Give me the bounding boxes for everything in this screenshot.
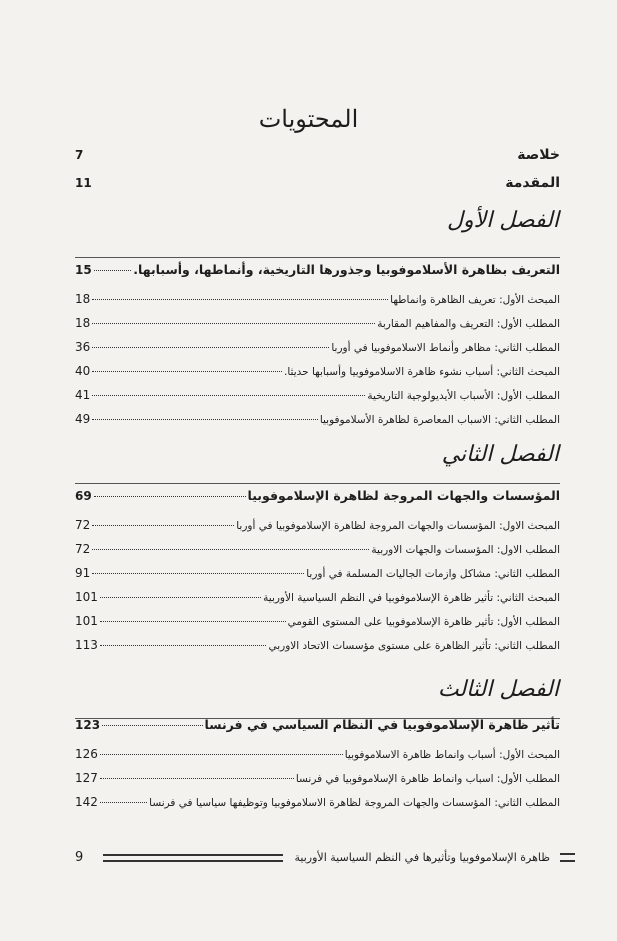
leader-dots bbox=[94, 496, 246, 497]
entry-label: خلاصة bbox=[517, 147, 560, 163]
entry-page: 72 bbox=[75, 542, 91, 556]
divider bbox=[75, 257, 560, 258]
toc-entry bbox=[75, 340, 560, 356]
leader-dots bbox=[92, 525, 234, 526]
entry-label: المقدمة bbox=[505, 175, 560, 191]
running-title: ظاهرة الإسلاموفوبيا وتأثيرها في النظم السياسية الأوربية bbox=[294, 851, 550, 864]
entry-label: المطلب الأول: الأسباب الأيديولوجية التاريخية bbox=[367, 390, 560, 402]
entry-label: المطلب الأول: اسباب وانماط ظاهرة الإسلاموفوبيا في فرنسا bbox=[295, 773, 560, 785]
entry-page: 18 bbox=[75, 316, 91, 330]
divider bbox=[75, 483, 560, 484]
entry-page: 126 bbox=[75, 747, 98, 761]
entry-label: المبحث الأول: تعريف الظاهرة وانماطها bbox=[390, 294, 560, 306]
entry-label: المطلب الأول: التعريف والمفاهيم المقاربة bbox=[377, 318, 560, 330]
leader-dots bbox=[100, 754, 343, 755]
entry-page: 18 bbox=[75, 292, 91, 306]
entry-label: المطلب الثاني: الاسباب المعاصرة لظاهرة الأسلاموفوبيا bbox=[319, 414, 560, 426]
leader-dots bbox=[100, 621, 286, 622]
entry-page: 15 bbox=[75, 263, 92, 277]
toc-entry bbox=[75, 147, 560, 163]
entry-label: المطلب الاول: المؤسسات والجهات الاوربية bbox=[371, 544, 560, 556]
entry-page: 41 bbox=[75, 388, 91, 402]
entry-page: 36 bbox=[75, 340, 91, 354]
leader-dots bbox=[100, 778, 294, 779]
toc-entry bbox=[75, 175, 560, 191]
toc-entry bbox=[75, 388, 560, 404]
chapter-title-entry bbox=[75, 717, 560, 733]
entry-label: المبحث الثاني: تأثير ظاهرة الإسلاموفوبيا في النظم السياسية الأوربية bbox=[263, 592, 560, 604]
entry-page: 72 bbox=[75, 518, 91, 532]
toc-entry bbox=[75, 747, 560, 763]
toc-entry bbox=[75, 795, 560, 811]
entry-label: المطلب الثاني: تأثير الظاهرة على مستوى مؤسسات الاتحاد الاوربي bbox=[268, 640, 560, 652]
chapter-heading: الفصل الثاني bbox=[441, 442, 559, 467]
chapter-heading: الفصل الأول bbox=[447, 208, 559, 233]
chapter-title-entry bbox=[75, 488, 560, 504]
entry-label: المطلب الثاني: مظاهر وأنماط الاسلاموفوبيا في أوربا bbox=[331, 342, 560, 354]
entry-page: 69 bbox=[75, 489, 92, 503]
entry-page: 127 bbox=[75, 771, 98, 785]
entry-label: المبحث الثاني: أسباب نشوء ظاهرة الاسلاموفوبيا وأسبابها حديثا. bbox=[283, 366, 560, 378]
entry-label: المطلب الأول: تأثير ظاهرة الإسلاموفوبيا على المستوى القومي bbox=[287, 616, 560, 628]
entry-page: 101 bbox=[75, 590, 98, 604]
leader-dots bbox=[92, 573, 304, 574]
leader-dots bbox=[102, 725, 202, 726]
page-title: المحتويات bbox=[258, 105, 359, 133]
leader-dots bbox=[92, 299, 388, 300]
entry-page: 49 bbox=[75, 412, 91, 426]
entry-page: 7 bbox=[75, 148, 84, 162]
footer-rule bbox=[103, 854, 282, 862]
entry-label: المطلب الثاني: المؤسسات والجهات المروجة لظاهرة الاسلاموفوبيا وتوظيفها سياسيا في فرنسا bbox=[149, 797, 560, 809]
chapter-heading: الفصل الثالث bbox=[437, 677, 559, 702]
leader-dots bbox=[100, 597, 261, 598]
entry-label: المبحث الأول: أسباب وانماط ظاهرة الاسلاموفوبيا bbox=[344, 749, 560, 761]
entry-page: 113 bbox=[75, 638, 98, 652]
toc-entry bbox=[75, 412, 560, 428]
entry-label: المبحث الاول: المؤسسات والجهات المروجة لظاهرة الإسلاموفوبيا في أوربا bbox=[236, 520, 560, 532]
entry-page: 101 bbox=[75, 614, 98, 628]
toc-entry bbox=[75, 638, 560, 654]
toc-entry bbox=[75, 364, 560, 380]
leader-dots bbox=[92, 549, 369, 550]
entry-page: 40 bbox=[75, 364, 91, 378]
leader-dots bbox=[100, 645, 267, 646]
toc-entry bbox=[75, 590, 560, 606]
toc-entry bbox=[75, 542, 560, 558]
toc-entry bbox=[75, 316, 560, 332]
leader-dots bbox=[100, 802, 147, 803]
leader-dots bbox=[92, 395, 365, 396]
entry-page: 11 bbox=[75, 176, 92, 190]
toc-entry bbox=[75, 292, 560, 308]
entry-label: التعريف بظاهرة الأسلاموفوبيا وجذورها التاريخية، وأنماطها، وأسبابها. bbox=[133, 262, 560, 277]
page-number: 9 bbox=[75, 850, 84, 865]
toc-entry bbox=[75, 771, 560, 787]
entry-label: تأثير ظاهرة الإسلاموفوبيا في النظام السياسي في فرنسا bbox=[204, 717, 560, 732]
toc-entry bbox=[75, 614, 560, 630]
entry-label: المؤسسات والجهات المروجة لظاهرة الإسلاموفوبيا bbox=[247, 488, 560, 503]
entry-page: 142 bbox=[75, 795, 98, 809]
entry-label: المطلب الثاني: مشاكل وازمات الجاليات المسلمة في أوربا bbox=[306, 568, 560, 580]
footer-ornament bbox=[560, 853, 575, 862]
toc-entry bbox=[75, 566, 560, 582]
chapter-title-entry bbox=[75, 262, 560, 278]
page-footer bbox=[75, 850, 575, 865]
leader-dots bbox=[92, 323, 375, 324]
leader-dots bbox=[92, 347, 329, 348]
entry-page: 123 bbox=[75, 718, 101, 732]
toc-entry bbox=[75, 518, 560, 534]
leader-dots bbox=[92, 419, 318, 420]
entry-page: 91 bbox=[75, 566, 91, 580]
leader-dots bbox=[94, 270, 132, 271]
leader-dots bbox=[92, 371, 282, 372]
